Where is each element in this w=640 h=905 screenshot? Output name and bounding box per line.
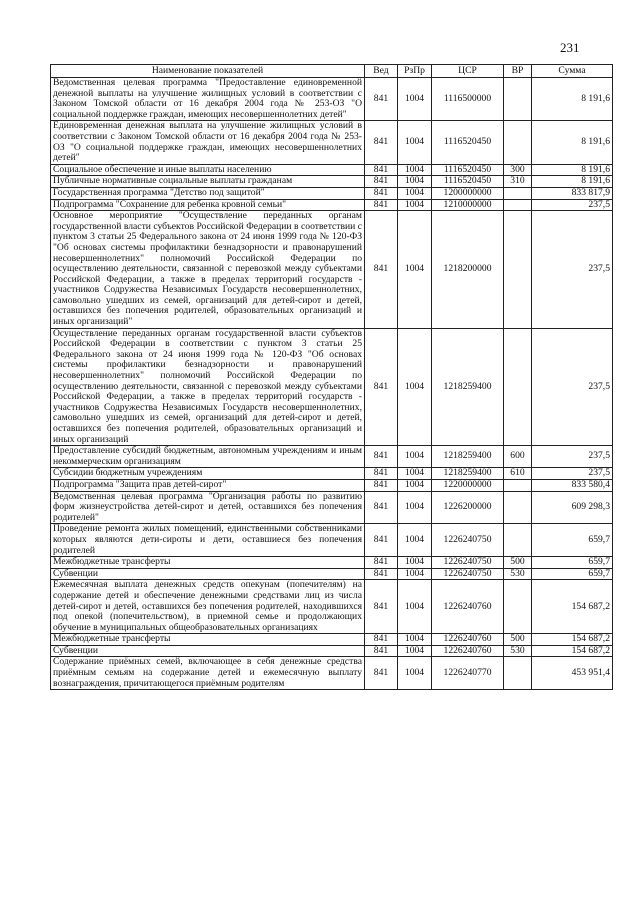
cell-name: Содержание приёмных семей, включающее в себя денежные средства приёмным семьям на содержание детей и ежемесячную выплату вознаграждения, причитающегося приёмным родителям [51, 657, 365, 690]
cell-csr: 1220000000 [432, 479, 504, 491]
cell-vr [504, 199, 532, 211]
cell-ved: 841 [365, 468, 398, 480]
table-row [51, 491, 613, 524]
cell-rzpr: 1004 [398, 557, 432, 569]
cell-ved: 841 [365, 657, 398, 690]
cell-rzpr: 1004 [398, 328, 432, 446]
cell-name: Субсидии бюджетным учреждениям [51, 468, 365, 480]
cell-sum: 8 191,6 [532, 176, 613, 188]
cell-csr: 1226240770 [432, 657, 504, 690]
cell-sum: 237,5 [532, 328, 613, 446]
cell-rzpr: 1004 [398, 657, 432, 690]
table-row [51, 657, 613, 690]
cell-csr: 1116520450 [432, 164, 504, 176]
cell-sum: 833 817,9 [532, 187, 613, 199]
cell-ved: 841 [365, 176, 398, 188]
page-number: 231 [560, 40, 580, 55]
table-row [51, 78, 613, 121]
cell-vr: 530 [504, 645, 532, 657]
cell-ved: 841 [365, 634, 398, 646]
cell-rzpr: 1004 [398, 164, 432, 176]
cell-name: Ведомственная целевая программа "Предоставление единовременной денежной выплаты на улучшение жилищных условий в соответствии с Законом Томской области от 16 декабря 2004 года № 253-ОЗ "О социальной поддержке граждан, имеющих несовершеннолетних детей" [51, 78, 365, 121]
table-row [51, 121, 613, 164]
cell-ved: 841 [365, 524, 398, 557]
cell-csr: 1226240760 [432, 634, 504, 646]
cell-csr: 1226240750 [432, 557, 504, 569]
cell-vr [504, 524, 532, 557]
cell-csr: 1226240760 [432, 645, 504, 657]
cell-name: Субвенции [51, 568, 365, 580]
cell-csr: 1226240760 [432, 580, 504, 634]
cell-rzpr: 1004 [398, 634, 432, 646]
table-row [51, 479, 613, 491]
cell-rzpr: 1004 [398, 524, 432, 557]
cell-ved: 841 [365, 557, 398, 569]
cell-vr: 500 [504, 634, 532, 646]
cell-name: Единовременная денежная выплата на улучшение жилищных условий в соответствии с Законом Томской области от 16 декабря 2004 года № 253-ОЗ "О социальной поддержке граждан, имеющих несовершеннолетних детей" [51, 121, 365, 164]
cell-csr: 1218259400 [432, 328, 504, 446]
cell-sum: 659,7 [532, 524, 613, 557]
header-vr: ВР [504, 65, 532, 78]
table-row [51, 199, 613, 211]
table-row [51, 446, 613, 468]
cell-name: Ежемесячная выплата денежных средств опекунам (попечителям) на содержание детей и обеспечение денежными средствами лиц из числа детей-сирот и детей, оставшихся без попечения родителей, находившихся под опекой (попечительством), в приемной семье и продолжающих обучение в муниципальных общеобразовательных организациях [51, 580, 365, 634]
cell-sum: 237,5 [532, 468, 613, 480]
cell-name: Осуществление переданных органам государственной власти субъектов Российской Федерации в соответствии с пунктом 3 статьи 25 Федерального закона от 24 июня 1999 года № 120-ФЗ "Об основах системы профилактики безнадзорности и правонарушений несовершеннолетних" полномочий Российской Федерации по осуществлению деятельности, связанной с перевозкой между субъектами Российской Федерации, а также в пределах территорий государств - участников Содружества Независимых Государств несовершеннолетних, самовольно ушедших из семей, организаций для детей-сирот и детей, оставшихся без попечения родителей, образовательных организаций и иных организаций [51, 328, 365, 446]
header-rzpr: РзПр [398, 65, 432, 78]
cell-vr [504, 479, 532, 491]
cell-vr: 310 [504, 176, 532, 188]
cell-sum: 237,5 [532, 446, 613, 468]
cell-rzpr: 1004 [398, 78, 432, 121]
cell-rzpr: 1004 [398, 121, 432, 164]
cell-ved: 841 [365, 78, 398, 121]
cell-rzpr: 1004 [398, 446, 432, 468]
cell-sum: 154 687,2 [532, 580, 613, 634]
cell-vr [504, 78, 532, 121]
cell-ved: 841 [365, 580, 398, 634]
cell-sum: 609 298,3 [532, 491, 613, 524]
cell-ved: 841 [365, 446, 398, 468]
cell-ved: 841 [365, 645, 398, 657]
cell-sum: 154 687,2 [532, 634, 613, 646]
cell-name: Подпрограмма "Сохранение для ребенка кровной семьи" [51, 199, 365, 211]
cell-sum: 8 191,6 [532, 78, 613, 121]
cell-csr: 1116520450 [432, 176, 504, 188]
cell-rzpr: 1004 [398, 187, 432, 199]
table-row [51, 211, 613, 329]
cell-sum: 8 191,6 [532, 121, 613, 164]
cell-rzpr: 1004 [398, 176, 432, 188]
table-row [51, 557, 613, 569]
cell-ved: 841 [365, 328, 398, 446]
cell-vr: 300 [504, 164, 532, 176]
cell-vr [504, 491, 532, 524]
cell-name: Субвенции [51, 645, 365, 657]
cell-rzpr: 1004 [398, 199, 432, 211]
budget-table [50, 64, 613, 690]
cell-name: Подпрограмма "Защита прав детей-сирот" [51, 479, 365, 491]
cell-sum: 453 951,4 [532, 657, 613, 690]
cell-vr: 600 [504, 446, 532, 468]
table-row [51, 524, 613, 557]
cell-ved: 841 [365, 211, 398, 329]
cell-name: Основное мероприятие "Осуществление переданных органам государственной власти субъектов Российской Федерации в соответствии с пунктом 3 статьи 25 Федерального закона от 24 июня 1999 года № 120-ФЗ "Об основах системы профилактики безнадзорности и правонарушений несовершеннолетних" полномочий Российской Федерации по осуществлению деятельности, связанной с перевозкой между субъектами Российской Федерации, а также в пределах территорий государств - участников Содружества Независимых Государств несовершеннолетних, самовольно ушедших из семей, организаций для детей-сирот и детей, оставшихся без попечения родителей, образовательных организаций и иных организаций" [51, 211, 365, 329]
cell-ved: 841 [365, 121, 398, 164]
table-row [51, 634, 613, 646]
table-row [51, 328, 613, 446]
cell-rzpr: 1004 [398, 468, 432, 480]
cell-name: Социальное обеспечение и иные выплаты населению [51, 164, 365, 176]
table-row [51, 580, 613, 634]
cell-ved: 841 [365, 187, 398, 199]
cell-sum: 659,7 [532, 557, 613, 569]
cell-csr: 1210000000 [432, 199, 504, 211]
cell-vr: 530 [504, 568, 532, 580]
cell-vr [504, 580, 532, 634]
cell-rzpr: 1004 [398, 645, 432, 657]
cell-vr: 500 [504, 557, 532, 569]
cell-name: Предоставление субсидий бюджетным, автономным учреждениям и иным некоммерческим организациям [51, 446, 365, 468]
cell-csr: 1226200000 [432, 491, 504, 524]
table-row [51, 176, 613, 188]
header-csr: ЦСР [432, 65, 504, 78]
cell-vr [504, 657, 532, 690]
cell-sum: 154 687,2 [532, 645, 613, 657]
cell-rzpr: 1004 [398, 211, 432, 329]
cell-csr: 1218259400 [432, 446, 504, 468]
cell-csr: 1226240750 [432, 568, 504, 580]
cell-name: Государственная программа "Детство под защитой" [51, 187, 365, 199]
cell-ved: 841 [365, 568, 398, 580]
cell-name: Ведомственная целевая программа "Организация работы по развитию форм жизнеустройства детей-сирот и детей, оставшихся без попечения родителей" [51, 491, 365, 524]
cell-name: Межбюджетные трансферты [51, 634, 365, 646]
table-row [51, 568, 613, 580]
table-row [51, 164, 613, 176]
cell-ved: 841 [365, 491, 398, 524]
cell-rzpr: 1004 [398, 568, 432, 580]
cell-sum: 659,7 [532, 568, 613, 580]
cell-vr [504, 211, 532, 329]
cell-vr [504, 328, 532, 446]
cell-vr [504, 121, 532, 164]
cell-ved: 841 [365, 479, 398, 491]
cell-csr: 1218200000 [432, 211, 504, 329]
cell-name: Межбюджетные трансферты [51, 557, 365, 569]
cell-csr: 1116520450 [432, 121, 504, 164]
cell-rzpr: 1004 [398, 491, 432, 524]
cell-sum: 237,5 [532, 199, 613, 211]
cell-name: Проведение ремонта жилых помещений, единственными собственниками которых являются дети-сироты и дети, оставшиеся без попечения родителей [51, 524, 365, 557]
cell-csr: 1200000000 [432, 187, 504, 199]
cell-ved: 841 [365, 199, 398, 211]
cell-vr: 610 [504, 468, 532, 480]
table-row [51, 645, 613, 657]
cell-sum: 8 191,6 [532, 164, 613, 176]
cell-ved: 841 [365, 164, 398, 176]
table-row [51, 468, 613, 480]
cell-csr: 1226240750 [432, 524, 504, 557]
cell-rzpr: 1004 [398, 580, 432, 634]
header-ved: Вед [365, 65, 398, 78]
cell-name: Публичные нормативные социальные выплаты гражданам [51, 176, 365, 188]
cell-vr [504, 187, 532, 199]
header-name: Наименование показателей [51, 65, 365, 78]
cell-rzpr: 1004 [398, 479, 432, 491]
table-row [51, 187, 613, 199]
cell-sum: 237,5 [532, 211, 613, 329]
cell-csr: 1218259400 [432, 468, 504, 480]
cell-sum: 833 580,4 [532, 479, 613, 491]
header-sum: Сумма [532, 65, 613, 78]
table-header-row [51, 65, 613, 78]
cell-csr: 1116500000 [432, 78, 504, 121]
